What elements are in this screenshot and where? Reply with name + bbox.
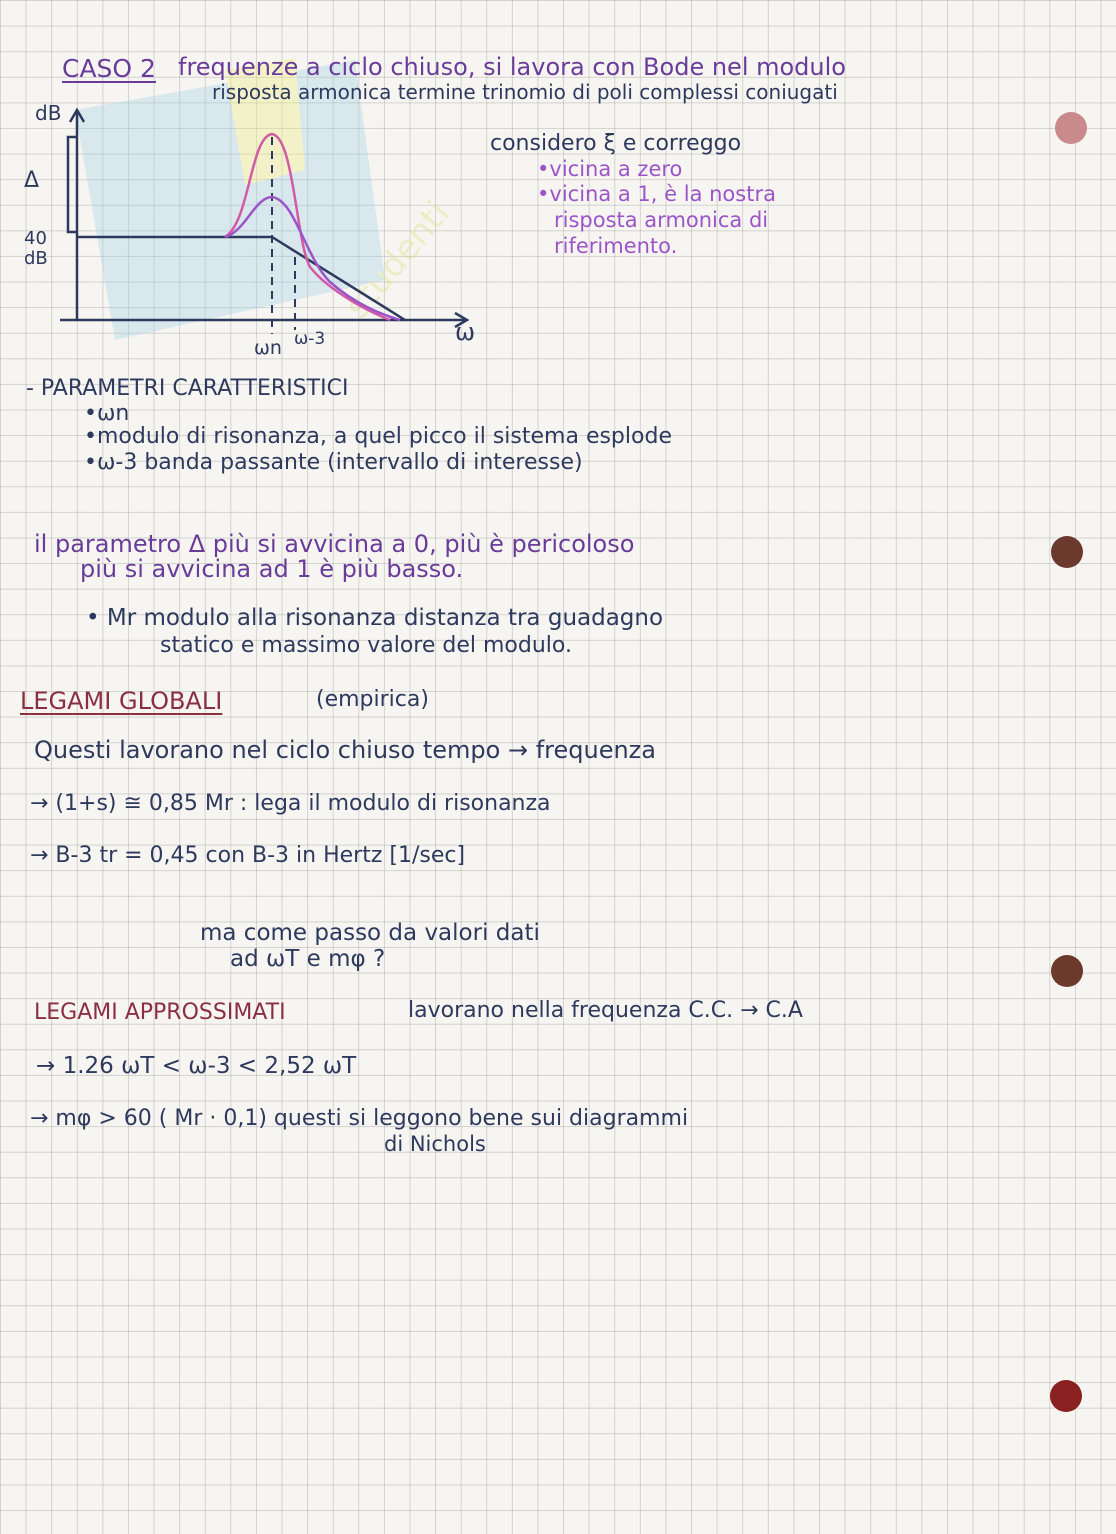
note-line-3: •vicina a 1, è la nostra [537,182,776,206]
approx-line-3: di Nichols [384,1132,486,1156]
mr-note-line-1: • Mr modulo alla risonanza distanza tra guadagno [86,605,664,631]
global-line-3: → B-3 tr = 0,45 con B-3 in Hertz [1/sec] [30,843,466,868]
note-line-2: •vicina a zero [537,157,683,181]
global-line-2: → (1+s) ≅ 0,85 Mr : lega il modulo di risonanza [30,791,551,816]
approx-subtitle: lavorano nella frequenza C.C. → C.A [408,998,803,1023]
params-bullet-3: •ω-3 banda passante (intervallo di interesse) [84,450,583,475]
global-title: LEGAMI GLOBALI [20,687,223,715]
x-axis-label: ω [455,318,476,346]
note-line-1: considero ξ e correggo [490,131,742,156]
binder-hole-2 [1051,536,1083,568]
mr-note-line-2: statico e massimo valore del modulo. [160,633,572,658]
approx-line-1: → 1.26 ωT < ω-3 < 2,52 ωT [36,1053,357,1079]
binder-hole-3 [1051,955,1083,987]
heading-line-1: frequenze a ciclo chiuso, si lavora con Bode nel modulo [178,53,846,81]
delta-note-line-1: il parametro Δ più si avvicina a 0, più è pericoloso [34,530,635,558]
delta-note-line-2: più si avvicina ad 1 è più basso. [80,555,464,583]
delta-label: Δ [24,168,40,193]
global-question-1: ma come passo da valori dati [200,920,540,946]
w3-label: ω-3 [294,329,326,349]
level-label-unit: dB [24,248,48,269]
params-bullet-2: •modulo di risonanza, a quel picco il sistema esplode [84,424,672,449]
asymptote-line [77,237,405,320]
global-question-2: ad ωT e mφ ? [230,946,386,972]
wn-label: ωn [254,337,282,359]
bode-sketch [10,92,510,362]
binder-hole-1 [1055,112,1087,144]
note-line-5: riferimento. [554,234,678,258]
watermark-text: studenti [337,193,458,327]
level-label-value: 40 [24,228,47,249]
approx-title: LEGAMI APPROSSIMATI [34,1000,286,1025]
params-bullet-1: •ωn [84,401,130,426]
resonance-peak-high [225,134,390,320]
y-axis-label: dB [35,101,62,125]
approx-line-2: → mφ > 60 ( Mr · 0,1) questi si leggono bene sui diagrammi [30,1106,689,1131]
binder-hole-4 [1050,1380,1082,1412]
heading-line-2: risposta armonica termine trinomio di poli complessi coniugati [212,80,838,104]
case-label: CASO 2 [62,54,156,83]
note-line-4: risposta armonica di [554,208,769,232]
params-title: - PARAMETRI CARATTERISTICI [26,376,349,401]
global-subtitle: (empirica) [316,687,429,712]
global-line-1: Questi lavorano nel ciclo chiuso tempo → frequenza [34,736,656,764]
